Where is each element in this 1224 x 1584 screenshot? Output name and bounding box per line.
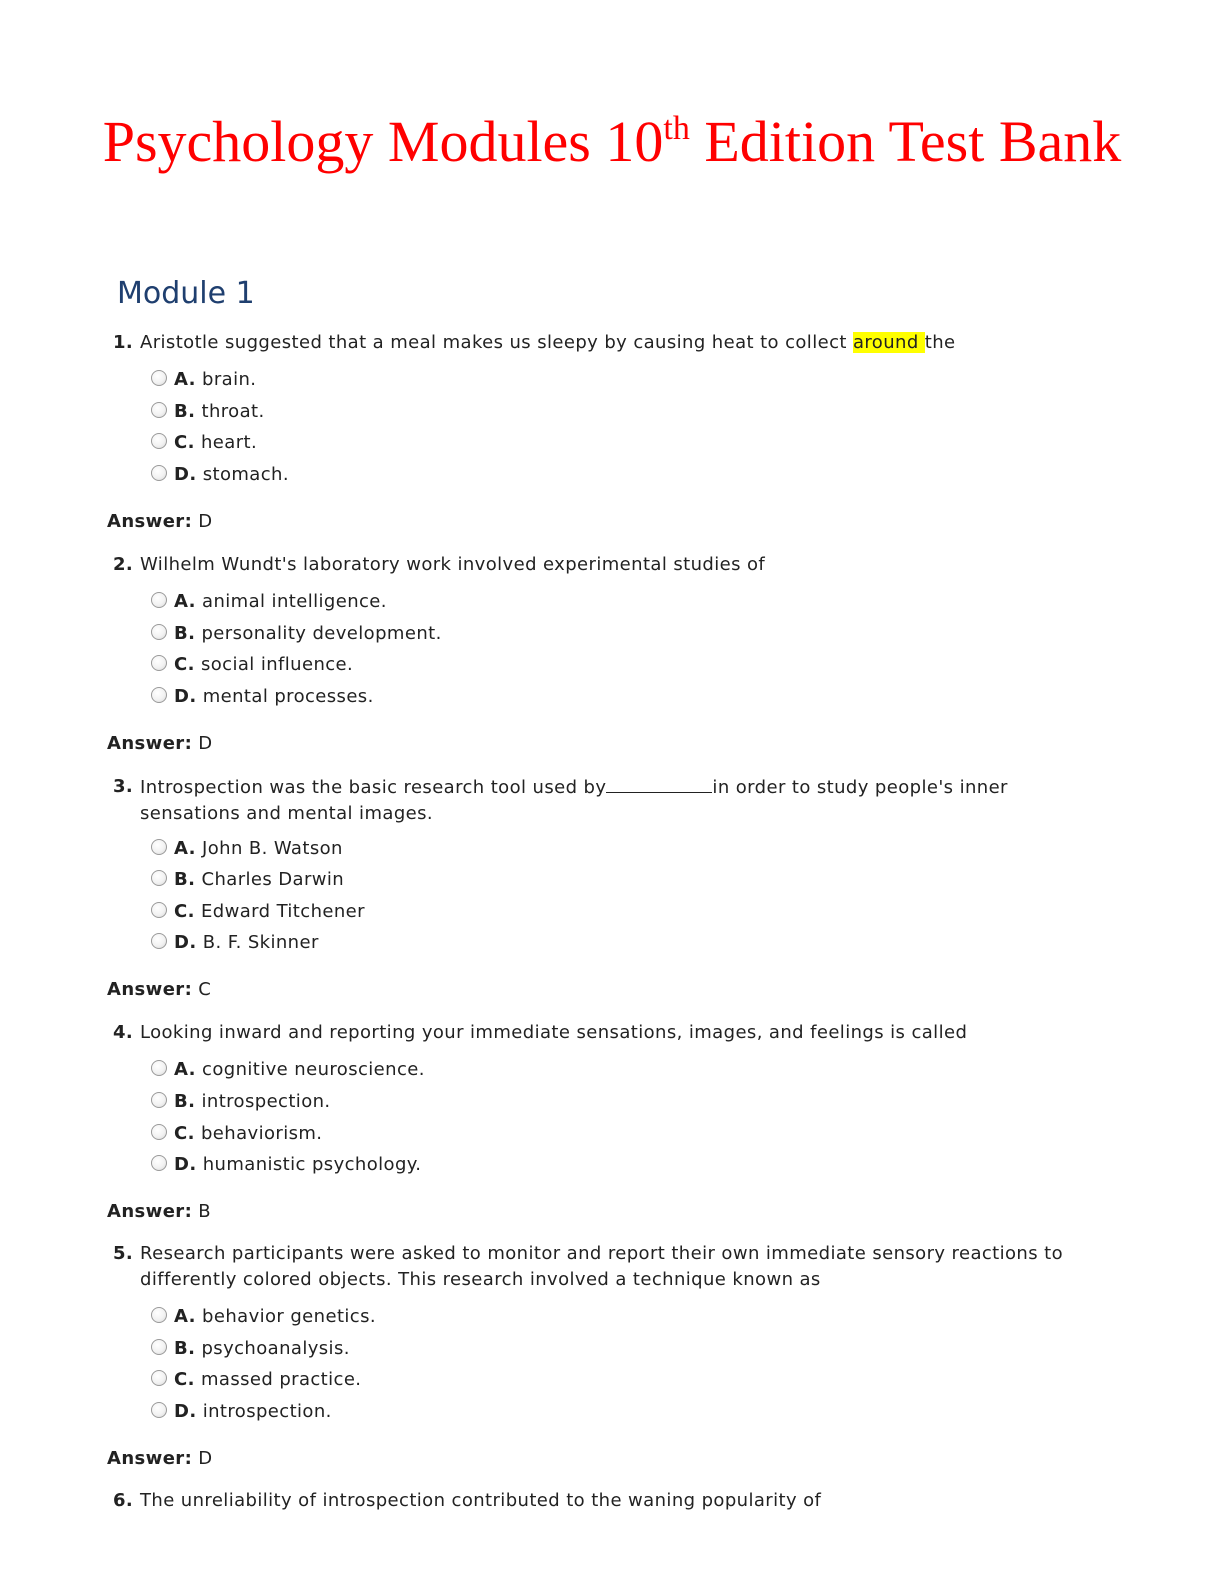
radio-button[interactable] <box>151 1307 167 1323</box>
option-2b[interactable] <box>151 621 442 647</box>
answer-label: Answer: <box>107 979 193 1000</box>
option-text: behaviorism. <box>200 1123 323 1144</box>
option-letter: C. <box>174 1123 195 1144</box>
question-text-part: Introspection was the basic research tool used by <box>140 777 607 798</box>
radio-button[interactable] <box>151 1155 167 1171</box>
option-1c[interactable] <box>151 430 257 456</box>
option-text: stomach. <box>202 464 289 485</box>
option-letter: B. <box>174 401 196 422</box>
option-letter: A. <box>174 1306 196 1327</box>
option-text: heart. <box>200 432 258 453</box>
radio-button[interactable] <box>151 624 167 640</box>
answer-3 <box>107 977 211 1003</box>
option-1a[interactable] <box>151 367 256 393</box>
option-text: behavior genetics. <box>202 1306 376 1327</box>
radio-button[interactable] <box>151 433 167 449</box>
answer-blank <box>606 774 712 793</box>
question-number: 6. <box>113 1490 134 1511</box>
question-text: Wilhelm Wundt's laboratory work involved experimental studies of <box>140 554 766 575</box>
option-letter: D. <box>174 1154 197 1175</box>
option-2c[interactable] <box>151 652 353 678</box>
option-4b[interactable] <box>151 1089 331 1115</box>
option-4d[interactable] <box>151 1152 421 1178</box>
answer-value: D <box>198 1448 213 1469</box>
option-text: mental processes. <box>202 686 374 707</box>
document-title <box>0 104 1224 180</box>
option-letter: C. <box>174 432 195 453</box>
option-letter: D. <box>174 686 197 707</box>
option-text: introspection. <box>201 1091 331 1112</box>
option-5b[interactable] <box>151 1336 350 1362</box>
radio-button[interactable] <box>151 839 167 855</box>
question-number: 3. <box>113 776 134 797</box>
option-3a[interactable] <box>151 836 343 862</box>
option-text: personality development. <box>201 623 442 644</box>
option-text: throat. <box>201 401 265 422</box>
option-text: humanistic psychology. <box>202 1154 422 1175</box>
question-number: 4. <box>113 1022 134 1043</box>
radio-button[interactable] <box>151 870 167 886</box>
title-text-rest: Edition Test Bank <box>689 109 1122 174</box>
radio-button[interactable] <box>151 655 167 671</box>
option-3b[interactable] <box>151 867 344 893</box>
option-1d[interactable] <box>151 462 289 488</box>
option-letter: D. <box>174 1401 197 1422</box>
radio-button[interactable] <box>151 1402 167 1418</box>
answer-value: D <box>198 511 213 532</box>
option-3d[interactable] <box>151 930 319 956</box>
answer-5 <box>107 1446 213 1472</box>
option-text: B. F. Skinner <box>202 932 319 953</box>
question-3 <box>113 774 1093 827</box>
question-6 <box>113 1488 1093 1514</box>
option-letter: A. <box>174 1059 196 1080</box>
question-text-part: in order to study people's inner sensations and mental images. <box>140 777 1008 824</box>
option-5c[interactable] <box>151 1367 361 1393</box>
answer-label: Answer: <box>107 1448 193 1469</box>
option-1b[interactable] <box>151 399 265 425</box>
option-3c[interactable] <box>151 899 365 925</box>
title-superscript: th <box>663 110 690 147</box>
option-2a[interactable] <box>151 589 387 615</box>
radio-button[interactable] <box>151 465 167 481</box>
option-text: psychoanalysis. <box>201 1338 350 1359</box>
option-letter: A. <box>174 369 196 390</box>
radio-button[interactable] <box>151 592 167 608</box>
radio-button[interactable] <box>151 370 167 386</box>
radio-button[interactable] <box>151 402 167 418</box>
answer-value: D <box>198 733 213 754</box>
radio-button[interactable] <box>151 1060 167 1076</box>
option-letter: B. <box>174 1338 196 1359</box>
option-5d[interactable] <box>151 1399 332 1425</box>
option-text: massed practice. <box>200 1369 362 1390</box>
option-2d[interactable] <box>151 684 374 710</box>
answer-label: Answer: <box>107 733 193 754</box>
option-5a[interactable] <box>151 1304 376 1330</box>
option-text: Charles Darwin <box>201 869 345 890</box>
option-letter: A. <box>174 838 196 859</box>
question-4 <box>113 1020 1093 1046</box>
question-text <box>113 774 1093 827</box>
question-text-part: Aristotle suggested that a meal makes us sleepy by causing heat to collect <box>140 332 853 353</box>
radio-button[interactable] <box>151 1092 167 1108</box>
title-text: Psychology Modules 10 <box>102 109 664 174</box>
option-text: social influence. <box>200 654 354 675</box>
question-number: 5. <box>113 1243 134 1264</box>
option-letter: B. <box>174 1091 196 1112</box>
option-letter: D. <box>174 464 197 485</box>
answer-1 <box>107 509 213 535</box>
question-text-part: the <box>924 332 956 353</box>
option-text: introspection. <box>202 1401 332 1422</box>
option-letter: C. <box>174 1369 195 1390</box>
option-text: John B. Watson <box>202 838 343 859</box>
question-text: Research participants were asked to monitor and report their own immediate sensory reactions to differently colored objects. This research involved a technique known as <box>140 1243 1064 1290</box>
option-letter: D. <box>174 932 197 953</box>
radio-button[interactable] <box>151 902 167 918</box>
radio-button[interactable] <box>151 1339 167 1355</box>
option-letter: B. <box>174 869 196 890</box>
option-letter: B. <box>174 623 196 644</box>
radio-button[interactable] <box>151 1370 167 1386</box>
answer-value: C <box>198 979 212 1000</box>
option-text: brain. <box>202 369 257 390</box>
question-1 <box>113 330 1093 356</box>
option-text: animal intelligence. <box>202 591 387 612</box>
question-text: The unreliability of introspection contributed to the waning popularity of <box>140 1490 822 1511</box>
answer-label: Answer: <box>107 511 193 532</box>
question-number: 2. <box>113 554 134 575</box>
highlighted-text: around <box>852 332 925 353</box>
option-text: cognitive neuroscience. <box>202 1059 425 1080</box>
radio-button[interactable] <box>151 687 167 703</box>
question-text: Looking inward and reporting your immediate sensations, images, and feelings is called <box>140 1022 968 1043</box>
question-5 <box>113 1241 1093 1293</box>
answer-2 <box>107 731 213 757</box>
module-heading: Module 1 <box>117 276 255 311</box>
option-4c[interactable] <box>151 1121 322 1147</box>
option-letter: C. <box>174 654 195 675</box>
question-text <box>113 330 1093 356</box>
answer-4 <box>107 1199 211 1225</box>
question-number: 1. <box>113 332 134 353</box>
option-letter: C. <box>174 901 195 922</box>
option-letter: A. <box>174 591 196 612</box>
answer-label: Answer: <box>107 1201 193 1222</box>
answer-value: B <box>198 1201 212 1222</box>
radio-button[interactable] <box>151 1124 167 1140</box>
radio-button[interactable] <box>151 933 167 949</box>
option-text: Edward Titchener <box>200 901 365 922</box>
option-4a[interactable] <box>151 1057 425 1083</box>
question-2 <box>113 552 1093 578</box>
